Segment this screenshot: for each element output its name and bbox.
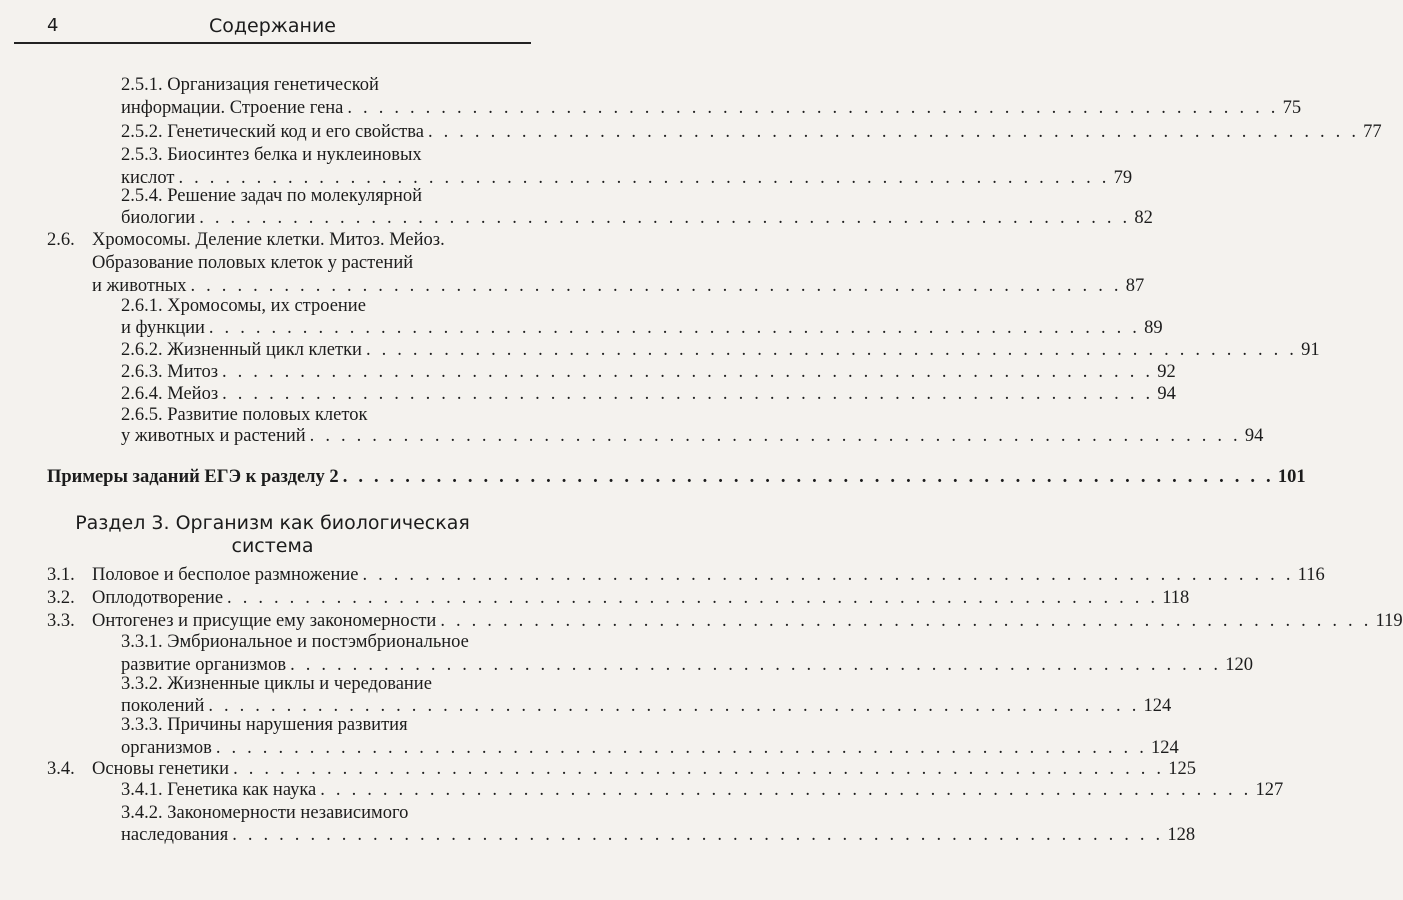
entry-text: 2.6.1. Хромосомы, их строение: [121, 296, 366, 316]
dot-leader: . . . . . . . . . . . . . . . . . . . . . . . . . . . . . . . . . . . . . . . . . . . . . . . . . . . . . . . . . . . .: [199, 208, 1131, 228]
page-ref: 79: [1113, 168, 1133, 188]
toc-line: развитие организмов . . . . . . . . . . . . . . . . . . . . . . . . . . . . . . . . . . . . . . . . . . . . . . . . . . . . . . . . . . . . 120: [121, 655, 1254, 675]
dot-leader: . . . . . . . . . . . . . . . . . . . . . . . . . . . . . . . . . . . . . . . . . . . . . . . . . . . . . . . . . . . .: [215, 738, 1148, 758]
entry-text: Хромосомы. Деление клетки. Митоз. Мейоз.: [92, 230, 445, 250]
dot-leader: . . . . . . . . . . . . . . . . . . . . . . . . . . . . . . . . . . . . . . . . . . . . . . . . . . . . . . . . . . . .: [427, 122, 1360, 142]
page-ref: 125: [1168, 759, 1196, 779]
toc-line: биологии . . . . . . . . . . . . . . . . . . . . . . . . . . . . . . . . . . . . . . . . . . . . . . . . . . . . . . . . . . . . 82: [121, 208, 1153, 228]
dot-leader: . . . . . . . . . . . . . . . . . . . . . . . . . . . . . . . . . . . . . . . . . . . . . . . . . . . . . . . . . . . .: [227, 588, 1159, 608]
entry-text: 3.3.3. Причины нарушения развития: [121, 715, 408, 735]
toc-line: Основы генетики . . . . . . . . . . . . . . . . . . . . . . . . . . . . . . . . . . . . . . . . . . . . . . . . . . . . . . . . . . . . 125: [92, 759, 1196, 779]
entry-number: 3.3.: [47, 611, 75, 631]
page-ref: 94: [1157, 384, 1176, 404]
page-ref: 87: [1125, 276, 1145, 296]
toc-line: наследования . . . . . . . . . . . . . . . . . . . . . . . . . . . . . . . . . . . . . . . . . . . . . . . . . . . . . . . . . . . . 128: [121, 825, 1196, 845]
dot-leader: . . . . . . . . . . . . . . . . . . . . . . . . . . . . . . . . . . . . . . . . . . . . . . . . . . . . . . . . . . . .: [222, 362, 1154, 382]
dot-leader: . . . . . . . . . . . . . . . . . . . . . . . . . . . . . . . . . . . . . . . . . . . . . . . . . . . . . . . . . . . .: [342, 467, 1274, 487]
page-ref: 128: [1167, 825, 1196, 845]
toc-line: и животных . . . . . . . . . . . . . . . . . . . . . . . . . . . . . . . . . . . . . . . . . . . . . . . . . . . . . . . . . . . . 87: [92, 276, 1145, 296]
entry-number: 3.2.: [47, 588, 75, 608]
page-ref: 119: [1375, 611, 1403, 631]
toc-line: и функции . . . . . . . . . . . . . . . . . . . . . . . . . . . . . . . . . . . . . . . . . . . . . . . . . . . . . . . . . . . . 89: [121, 318, 1163, 338]
entry-text: 2.5.3. Биосинтез белка и нуклеиновых: [121, 145, 422, 165]
page-ref: 75: [1282, 98, 1302, 118]
page-ref: 77: [1363, 122, 1382, 142]
entry-text: 2.6.5. Развитие половых клеток: [121, 405, 368, 425]
toc-line: поколений . . . . . . . . . . . . . . . . . . . . . . . . . . . . . . . . . . . . . . . . . . . . . . . . . . . . . . . . . . . . 124: [121, 696, 1172, 716]
dot-leader: . . . . . . . . . . . . . . . . . . . . . . . . . . . . . . . . . . . . . . . . . . . . . . . . . . . . . . . . . . . .: [440, 611, 1372, 631]
toc-entry-2-5-2: 2.5.2. Генетический код и его свойства . . . . . . . . . . . . . . . . . . . . . . . . . . . . . . . . . . . . . . . . . . . . . . . . . . . . . . . . . . . . 77: [121, 122, 1382, 142]
toc-entry-2-6-3: 2.6.3. Митоз . . . . . . . . . . . . . . . . . . . . . . . . . . . . . . . . . . . . . . . . . . . . . . . . . . . . . . . . . . . . 92: [121, 362, 1176, 382]
toc-line: Половое и бесполое размножение . . . . . . . . . . . . . . . . . . . . . . . . . . . . . . . . . . . . . . . . . . . . . . . . . . . . . . . . . . . . 116: [92, 565, 1325, 585]
entry-number: 2.6.: [47, 230, 75, 250]
page-ref: 82: [1134, 208, 1153, 228]
toc-entry-3-4-1: 3.4.1. Генетика как наука . . . . . . . . . . . . . . . . . . . . . . . . . . . . . . . . . . . . . . . . . . . . . . . . . . . . . . . . . . . . 127: [121, 780, 1284, 800]
header-rule: [14, 42, 531, 44]
entry-text: 2.5.4. Решение задач по молекулярной: [121, 186, 423, 206]
dot-leader: . . . . . . . . . . . . . . . . . . . . . . . . . . . . . . . . . . . . . . . . . . . . . . . . . . . . . . . . . . . .: [232, 825, 1164, 845]
page-ref: 127: [1255, 780, 1284, 800]
entry-number: 3.1.: [47, 565, 75, 585]
toc-line: у животных и растений . . . . . . . . . . . . . . . . . . . . . . . . . . . . . . . . . . . . . . . . . . . . . . . . . . . . . . . . . . . . 94: [121, 426, 1264, 446]
entry-text: 3.3.1. Эмбриональное и постэмбриональное: [121, 632, 469, 652]
page-ref: 116: [1297, 565, 1325, 585]
dot-leader: . . . . . . . . . . . . . . . . . . . . . . . . . . . . . . . . . . . . . . . . . . . . . . . . . . . . . . . . . . . .: [222, 384, 1154, 404]
toc-entry-2-6-4: 2.6.4. Мейоз . . . . . . . . . . . . . . . . . . . . . . . . . . . . . . . . . . . . . . . . . . . . . . . . . . . . . . . . . . . . 94: [121, 384, 1176, 404]
entry-text: 2.5.1. Организация генетической: [121, 75, 379, 95]
page-ref: 124: [1151, 738, 1179, 758]
page-ref: 91: [1301, 340, 1320, 360]
page-ref: 118: [1162, 588, 1190, 608]
entry-text: 3.3.2. Жизненные циклы и чередование: [121, 674, 432, 694]
section-title: Раздел 3. Организм как биологическая: [75, 512, 470, 534]
page-ref: 124: [1143, 696, 1172, 716]
page-ref: 94: [1244, 426, 1264, 446]
toc-line: организмов . . . . . . . . . . . . . . . . . . . . . . . . . . . . . . . . . . . . . . . . . . . . . . . . . . . . . . . . . . . . 124: [121, 738, 1179, 758]
toc-line: кислот . . . . . . . . . . . . . . . . . . . . . . . . . . . . . . . . . . . . . . . . . . . . . . . . . . . . . . . . . . . . 79: [121, 168, 1133, 188]
page-ref: 101: [1277, 467, 1306, 487]
dot-leader: . . . . . . . . . . . . . . . . . . . . . . . . . . . . . . . . . . . . . . . . . . . . . . . . . . . . . . . . . . . .: [178, 168, 1110, 188]
dot-leader: . . . . . . . . . . . . . . . . . . . . . . . . . . . . . . . . . . . . . . . . . . . . . . . . . . . . . . . . . . . .: [290, 655, 1222, 675]
dot-leader: . . . . . . . . . . . . . . . . . . . . . . . . . . . . . . . . . . . . . . . . . . . . . . . . . . . . . . . . . . . .: [362, 565, 1294, 585]
dot-leader: . . . . . . . . . . . . . . . . . . . . . . . . . . . . . . . . . . . . . . . . . . . . . . . . . . . . . . . . . . . .: [347, 98, 1279, 118]
page-number: 4: [47, 15, 59, 36]
entry-text: 3.4.2. Закономерности независимого: [121, 803, 409, 823]
dot-leader: . . . . . . . . . . . . . . . . . . . . . . . . . . . . . . . . . . . . . . . . . . . . . . . . . . . . . . . . . . . .: [365, 340, 1298, 360]
dot-leader: . . . . . . . . . . . . . . . . . . . . . . . . . . . . . . . . . . . . . . . . . . . . . . . . . . . . . . . . . . . .: [208, 696, 1140, 716]
dot-leader: . . . . . . . . . . . . . . . . . . . . . . . . . . . . . . . . . . . . . . . . . . . . . . . . . . . . . . . . . . . .: [320, 780, 1252, 800]
entry-number: 3.4.: [47, 759, 75, 779]
entry-text: Образование половых клеток у растений: [92, 253, 414, 273]
dot-leader: . . . . . . . . . . . . . . . . . . . . . . . . . . . . . . . . . . . . . . . . . . . . . . . . . . . . . . . . . . . .: [233, 759, 1165, 779]
dot-leader: . . . . . . . . . . . . . . . . . . . . . . . . . . . . . . . . . . . . . . . . . . . . . . . . . . . . . . . . . . . .: [190, 276, 1122, 296]
dot-leader: . . . . . . . . . . . . . . . . . . . . . . . . . . . . . . . . . . . . . . . . . . . . . . . . . . . . . . . . . . . .: [208, 318, 1141, 338]
page-ref: 89: [1144, 318, 1163, 338]
toc-line: информации. Строение гена . . . . . . . . . . . . . . . . . . . . . . . . . . . . . . . . . . . . . . . . . . . . . . . . . . . . . . . . . . . . 75: [121, 98, 1302, 118]
running-title: Содержание: [209, 15, 336, 37]
page-ref: 120: [1225, 655, 1254, 675]
page-header: [0, 0, 545, 44]
toc-line: Онтогенез и присущие ему закономерности . . . . . . . . . . . . . . . . . . . . . . . . . . . . . . . . . . . . . . . . . . . . . . . . . . . . . . . . . . . . 119: [92, 611, 1403, 631]
toc-entry-2-6-2: 2.6.2. Жизненный цикл клетки . . . . . . . . . . . . . . . . . . . . . . . . . . . . . . . . . . . . . . . . . . . . . . . . . . . . . . . . . . . . 91: [121, 340, 1320, 360]
dot-leader: . . . . . . . . . . . . . . . . . . . . . . . . . . . . . . . . . . . . . . . . . . . . . . . . . . . . . . . . . . . .: [309, 426, 1241, 446]
page-ref: 92: [1157, 362, 1176, 382]
toc-entry-examples: Примеры заданий ЕГЭ к разделу 2 . . . . . . . . . . . . . . . . . . . . . . . . . . . . . . . . . . . . . . . . . . . . . . . . . . . . . . . . . . . . 101: [47, 467, 1306, 487]
toc-line: Оплодотворение . . . . . . . . . . . . . . . . . . . . . . . . . . . . . . . . . . . . . . . . . . . . . . . . . . . . . . . . . . . . 118: [92, 588, 1190, 608]
section-title-cont: система: [231, 535, 314, 557]
